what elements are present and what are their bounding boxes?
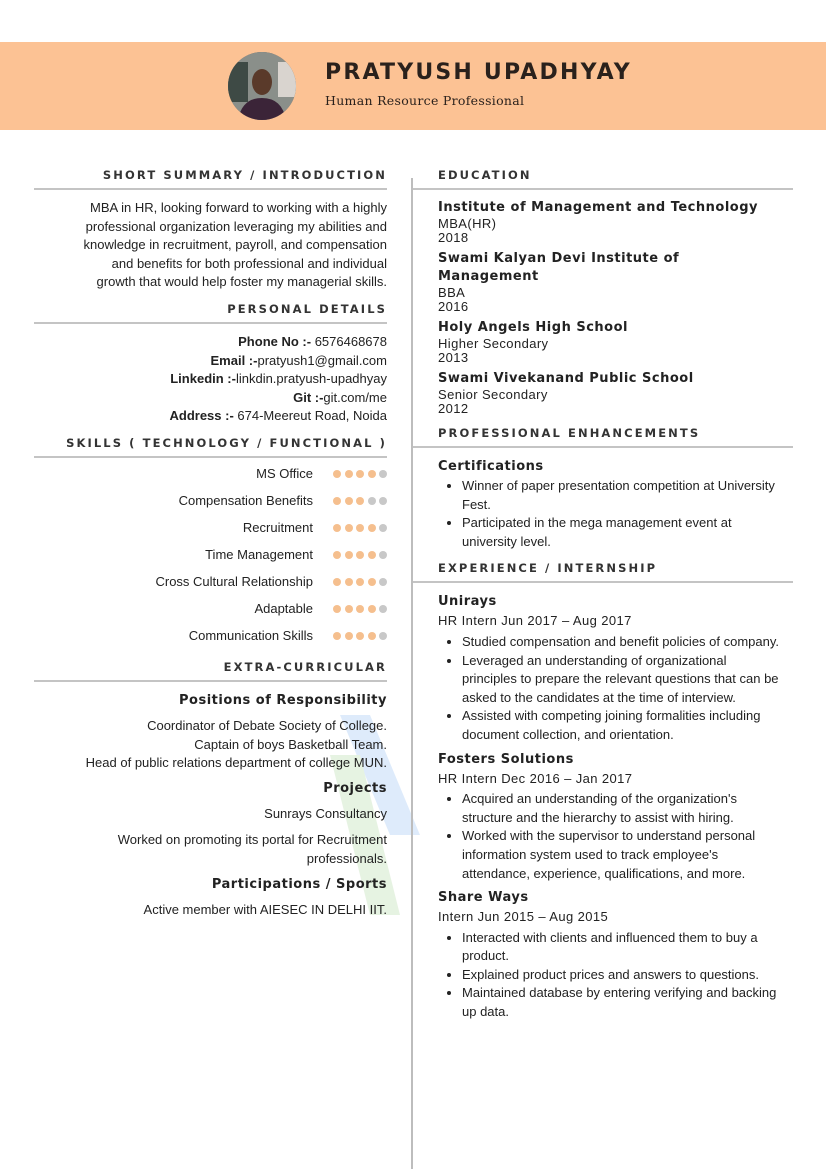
rating-dot-empty bbox=[379, 578, 387, 586]
rating-dot-filled bbox=[356, 632, 364, 640]
left-column bbox=[34, 166, 387, 919]
experience-item bbox=[438, 592, 783, 744]
certification-item: • Participated in the mega management event at university level. bbox=[462, 514, 783, 551]
rating-dot-filled bbox=[356, 497, 364, 505]
personal-detail-row bbox=[34, 370, 387, 389]
summary-heading: SHORT SUMMARY / INTRODUCTION bbox=[34, 166, 387, 190]
skill-name: Time Management bbox=[205, 547, 313, 563]
skill-rating bbox=[333, 605, 387, 613]
rating-dot-filled bbox=[356, 470, 364, 478]
skill-name: Cross Cultural Relationship bbox=[155, 574, 313, 590]
skill-name: Communication Skills bbox=[188, 628, 313, 644]
year: 2018 bbox=[438, 230, 469, 245]
detail-value: 6576468678 bbox=[311, 333, 387, 349]
rating-dot-filled bbox=[356, 524, 364, 532]
school-name: Institute of Management and Technology bbox=[438, 200, 758, 215]
degree: Senior Secondary bbox=[438, 387, 548, 402]
responsibility-list bbox=[438, 929, 783, 1022]
sports-title: Participations / Sports bbox=[211, 876, 387, 892]
responsibility-item: • Worked with the supervisor to understand personal information system used to track employee's attendance, experience, qualifications, and more. bbox=[462, 827, 783, 883]
responsibility-item: • Interacted with clients and influenced them to buy a product. bbox=[462, 929, 783, 966]
personal-detail-row bbox=[34, 407, 387, 426]
rating-dot-filled bbox=[333, 605, 341, 613]
summary-line: MBA in HR, looking forward to working with a highly bbox=[90, 200, 387, 215]
detail-label: Linkedin :- bbox=[170, 371, 236, 387]
position-item: Captain of boys Basketball Team. bbox=[194, 736, 387, 752]
rating-dot-empty bbox=[379, 470, 387, 478]
skill-row bbox=[34, 596, 387, 623]
rating-dot-filled bbox=[368, 470, 376, 478]
detail-value: pratyush1@gmail.com bbox=[257, 352, 387, 368]
rating-dot-filled bbox=[356, 605, 364, 613]
detail-value: 674-Meereut Road, Noida bbox=[233, 408, 387, 424]
degree: MBA(HR) bbox=[438, 216, 497, 231]
skill-rating bbox=[333, 470, 387, 478]
right-column bbox=[413, 166, 793, 1022]
detail-label: Address :- bbox=[169, 408, 234, 424]
detail-label: Phone No :- bbox=[238, 333, 312, 349]
skill-row bbox=[34, 623, 387, 650]
detail-value: git.com/me bbox=[323, 389, 387, 405]
detail-label: Email :- bbox=[210, 352, 258, 368]
rating-dot-filled bbox=[333, 497, 341, 505]
rating-dot-filled bbox=[333, 470, 341, 478]
rating-dot-empty bbox=[368, 497, 376, 505]
rating-dot-filled bbox=[333, 524, 341, 532]
summary-line: knowledge in recruitment, payroll, and compensation bbox=[83, 237, 387, 253]
detail-value: linkdin.pratyush-upadhyay bbox=[235, 371, 387, 387]
skills-heading: SKILLS ( TECHNOLOGY / FUNCTIONAL ) bbox=[34, 434, 387, 458]
skill-row bbox=[34, 488, 387, 515]
position-item: Head of public relations department of college MUN. bbox=[85, 755, 387, 771]
responsibility-item: • Maintained database by entering verifying and backing up data. bbox=[462, 984, 783, 1021]
responsibility-item: • Explained product prices and answers to questions. bbox=[462, 966, 783, 985]
rating-dot-filled bbox=[345, 632, 353, 640]
school-name: Holy Angels High School bbox=[438, 320, 628, 335]
rating-dot-filled bbox=[345, 551, 353, 559]
school-name: Swami Vivekanand Public School bbox=[438, 371, 694, 386]
personal-detail-row bbox=[34, 352, 387, 371]
company-name: Fosters Solutions bbox=[438, 751, 574, 767]
skill-name: Compensation Benefits bbox=[178, 493, 313, 509]
summary-text bbox=[34, 199, 387, 292]
personal-details bbox=[34, 333, 387, 426]
summary-line: and benefits for both professional and individual bbox=[111, 255, 387, 271]
sports-item: Active member with AIESEC IN DELHI IIT. bbox=[143, 901, 387, 917]
rating-dot-filled bbox=[356, 578, 364, 586]
rating-dot-empty bbox=[379, 551, 387, 559]
rating-dot-filled bbox=[368, 578, 376, 586]
skill-row bbox=[34, 569, 387, 596]
skill-row bbox=[34, 542, 387, 569]
responsibility-item: • Leveraged an understanding of organizational principles to prepare the relevant questions that can be asked to the candidates at the time of interview. bbox=[462, 652, 783, 708]
rating-dot-filled bbox=[356, 551, 364, 559]
rating-dot-filled bbox=[333, 632, 341, 640]
education-heading: EDUCATION bbox=[413, 166, 793, 190]
job-role: Intern Jun 2015 – Aug 2015 bbox=[438, 909, 609, 925]
rating-dot-filled bbox=[368, 605, 376, 613]
experience-item bbox=[438, 888, 783, 1022]
responsibility-item: • Acquired an understanding of the organization's structure and the hierarchy to assist with hiring. bbox=[462, 790, 783, 827]
project-item: Worked on promoting its portal for Recruitment professionals. bbox=[117, 832, 387, 866]
candidate-name: PRATYUSH UPADHYAY bbox=[325, 60, 632, 85]
rating-dot-empty bbox=[379, 497, 387, 505]
rating-dot-filled bbox=[368, 632, 376, 640]
rating-dot-filled bbox=[333, 578, 341, 586]
rating-dot-filled bbox=[345, 524, 353, 532]
personal-detail-row bbox=[34, 333, 387, 352]
skill-name: Recruitment bbox=[242, 520, 313, 536]
extra-curricular bbox=[34, 691, 387, 919]
skill-rating bbox=[333, 551, 387, 559]
certification-item: • Winner of paper presentation competition at University Fest. bbox=[462, 477, 783, 514]
enhancements bbox=[438, 457, 783, 551]
candidate-title: Human Resource Professional bbox=[325, 93, 525, 108]
rating-dot-filled bbox=[345, 497, 353, 505]
position-item: Coordinator of Debate Society of College. bbox=[147, 717, 387, 733]
responsibility-list bbox=[438, 633, 783, 745]
projects-title: Projects bbox=[323, 780, 387, 796]
rating-dot-filled bbox=[368, 524, 376, 532]
skill-rating bbox=[333, 524, 387, 532]
experience-list bbox=[438, 592, 783, 1021]
enhancements-heading: PROFESSIONAL ENHANCEMENTS bbox=[413, 424, 793, 448]
skill-row bbox=[34, 461, 387, 488]
education-item bbox=[438, 319, 783, 365]
skill-rating bbox=[333, 578, 387, 586]
year: 2012 bbox=[438, 401, 469, 416]
skill-row bbox=[34, 515, 387, 542]
education-list bbox=[438, 199, 783, 416]
header-banner bbox=[0, 42, 826, 130]
rating-dot-filled bbox=[345, 470, 353, 478]
extra-heading: EXTRA-CURRICULAR bbox=[34, 658, 387, 682]
education-item bbox=[438, 250, 783, 314]
education-item bbox=[438, 370, 783, 416]
job-role: HR Intern Jun 2017 – Aug 2017 bbox=[438, 613, 632, 629]
rating-dot-empty bbox=[379, 524, 387, 532]
responsibility-item: • Studied compensation and benefit policies of company. bbox=[462, 633, 783, 652]
summary-line: growth that would help foster my managerial skills. bbox=[96, 274, 387, 290]
rating-dot-empty bbox=[379, 605, 387, 613]
rating-dot-filled bbox=[345, 578, 353, 586]
responsibility-list bbox=[438, 790, 783, 883]
profile-photo bbox=[228, 52, 296, 120]
company-name: Share Ways bbox=[438, 890, 529, 906]
experience-heading: EXPERIENCE / INTERNSHIP bbox=[413, 559, 793, 583]
skill-name: Adaptable bbox=[254, 601, 313, 617]
rating-dot-filled bbox=[368, 551, 376, 559]
skill-rating bbox=[333, 632, 387, 640]
skill-name: MS Office bbox=[256, 466, 313, 482]
rating-dot-filled bbox=[333, 551, 341, 559]
skills-list bbox=[34, 461, 387, 650]
company-name: Unirays bbox=[438, 594, 497, 610]
certifications-list bbox=[438, 477, 783, 551]
personal-detail-row bbox=[34, 389, 387, 408]
rating-dot-empty bbox=[379, 632, 387, 640]
experience-item bbox=[438, 750, 783, 884]
rating-dot-filled bbox=[345, 605, 353, 613]
positions-title: Positions of Responsibility bbox=[179, 692, 387, 708]
year: 2016 bbox=[438, 299, 469, 314]
skill-rating bbox=[333, 497, 387, 505]
detail-label: Git :- bbox=[293, 389, 324, 405]
personal-heading: PERSONAL DETAILS bbox=[34, 300, 387, 324]
school-name: Swami Kalyan Devi Institute of Management bbox=[438, 251, 680, 284]
education-item bbox=[438, 199, 783, 245]
project-item: Sunrays Consultancy bbox=[264, 805, 387, 821]
degree: BBA bbox=[438, 285, 466, 300]
certifications-title: Certifications bbox=[438, 459, 544, 474]
summary-line: professional organization leveraging my abilities and bbox=[85, 218, 387, 234]
job-role: HR Intern Dec 2016 – Jan 2017 bbox=[438, 770, 633, 786]
degree: Higher Secondary bbox=[438, 336, 549, 351]
responsibility-item: • Assisted with competing joining formalities including document collection, and orientation. bbox=[462, 707, 783, 744]
year: 2013 bbox=[438, 350, 469, 365]
